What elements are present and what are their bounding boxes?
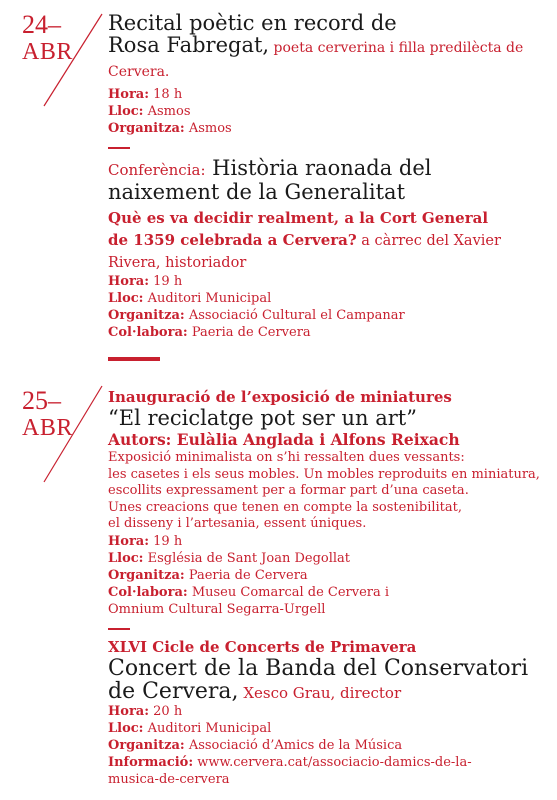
event-organitza: Organitza: Paeria de Cervera	[108, 567, 308, 583]
event-conferencia: Conferència: Història raonada del naixement de la Generalitat Què es va decidir realment, a la Cort General de 1359 celebrada a Cervera? a càrrec del Xavier Rivera, historiador Hora: 19 h Lloc: Auditori Municipal Organitza: Associació Cultural el Campanar Col·labora: Paeria de Cervera	[108, 157, 548, 341]
separator-dash	[108, 147, 130, 149]
event-title: Recital poètic en record de Rosa Fabregat, poeta cerverina i filla predilècta de Cervera.	[108, 11, 524, 80]
event-category: XLVI Cicle de Concerts de Primavera	[108, 637, 417, 656]
event-title: Concert de la Banda del Conservatori de Cervera, Xesco Grau, director	[108, 655, 529, 704]
event-exposicio	[108, 388, 548, 788]
event-recital	[108, 12, 548, 341]
event-title: “El reciclatge pot ser un art”	[108, 406, 417, 430]
event-hora: Hora: 18 h	[108, 87, 183, 102]
event-organitza: Organitza: Associació d’Amics de la Música	[108, 737, 403, 753]
event-director: Xesco Grau, director	[238, 683, 402, 702]
event-hora: Hora: 19 h	[108, 274, 183, 289]
event-collabora: Col·labora: Museu Comarcal de Cervera i Omnium Cultural Segarra-Urgell	[108, 584, 390, 617]
event-hora: Hora: 20 h	[108, 703, 183, 719]
date-month: ABR	[22, 39, 73, 65]
event-hora: Hora: 19 h	[108, 533, 183, 549]
event-category: Conferència:	[108, 161, 206, 179]
event-description: Exposició minimalista on s’hi ressalten dues vessants: les casetes i els seus mobles. Un mobles reproduits en miniatura, escollits expressament per a formar part d’una caseta. Unes creacions que tenen en compte la sostenibilitat, el disseny i l’artesania, essent úniques.	[108, 450, 540, 531]
event-title: Història raonada del	[205, 156, 432, 180]
section-divider-bar	[108, 357, 160, 361]
date-day: 25–	[22, 386, 61, 415]
event-lloc: Lloc: Asmos	[108, 104, 191, 119]
event-authors: Autors: Eulàlia Anglada i Alfons Reixach	[108, 430, 460, 449]
info-link[interactable]: musica-de-cervera	[108, 771, 230, 787]
event-organitza: Organitza: Asmos	[108, 121, 232, 136]
event-lloc: Lloc: Auditori Municipal	[108, 291, 272, 306]
event-question: Què es va decidir realment, a la Cort General de 1359 celebrada a Cervera? a càrrec del Xavier Rivera, historiador	[108, 209, 501, 271]
date-slash-decoration	[38, 12, 108, 108]
event-concert	[108, 638, 548, 788]
event-lloc: Lloc: Església de Sant Joan Degollat	[108, 550, 351, 566]
event-lloc: Lloc: Auditori Municipal	[108, 720, 272, 736]
event-informacio: Informació: www.cervera.cat/associacio-damics-de-la- musica-de-cervera	[108, 754, 472, 787]
event-speaker: a càrrec del Xavier Rivera, historiador	[108, 233, 501, 271]
event-organitza: Organitza: Associació Cultural el Campanar	[108, 308, 405, 323]
date-slash-decoration	[38, 384, 108, 484]
date-month: ABR	[22, 415, 73, 441]
separator-dash	[108, 628, 130, 630]
info-link[interactable]: www.cervera.cat/associacio-damics-de-la-	[193, 754, 472, 770]
date-day: 24–	[22, 10, 61, 39]
event-collabora: Col·labora: Paeria de Cervera	[108, 325, 311, 340]
event-category: Inauguració de l’exposició de miniatures	[108, 388, 452, 406]
